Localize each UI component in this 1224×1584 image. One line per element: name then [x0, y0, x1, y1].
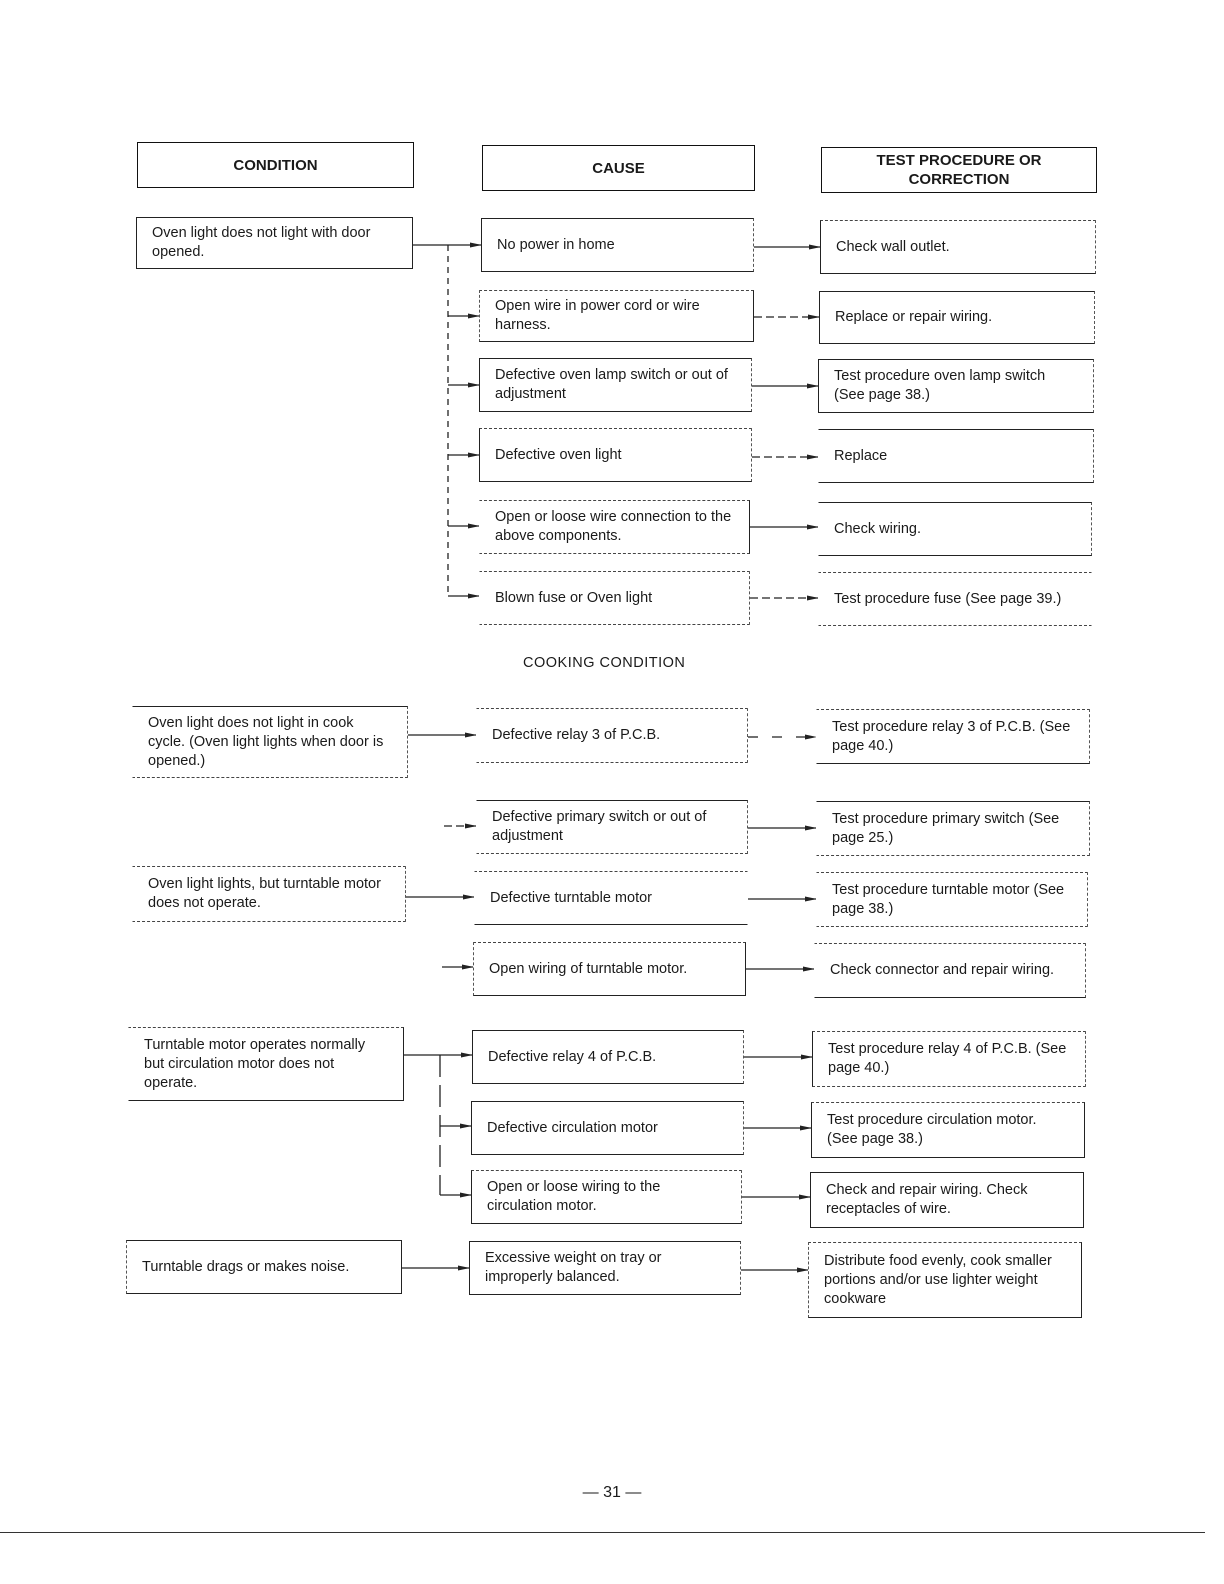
cause-box-1: No power in home — [481, 218, 754, 272]
test-box-1: Check wall outlet. — [820, 220, 1096, 274]
condition-box-5: Turntable drags or makes noise. — [126, 1240, 402, 1294]
condition-box-2: Oven light does not light in cook cycle. (Oven light lights when door is opened.) — [132, 706, 408, 778]
cause-box-9: Defective turntable motor — [474, 871, 748, 925]
section-title-cooking-condition: COOKING CONDITION — [523, 655, 686, 671]
test-box-14: Distribute food evenly, cook smaller portions and/or use lighter weight cookware — [808, 1242, 1082, 1318]
test-box-9: Test procedure turntable motor (See page 38.) — [816, 872, 1088, 927]
test-box-11: Test procedure relay 4 of P.C.B. (See page 40.) — [812, 1031, 1086, 1087]
cause-box-2: Open wire in power cord or wire harness. — [479, 290, 754, 342]
cause-box-3: Defective oven lamp switch or out of adjustment — [479, 358, 752, 412]
cause-box-4: Defective oven light — [479, 428, 752, 482]
header-cause: CAUSE — [482, 145, 755, 191]
cause-box-13: Open or loose wiring to the circulation motor. — [471, 1170, 742, 1224]
header-test-procedure: TEST PROCEDURE OR CORRECTION — [821, 147, 1097, 193]
footer-rule — [0, 1532, 1205, 1533]
test-box-4: Replace — [818, 429, 1094, 483]
test-box-2: Replace or repair wiring. — [819, 291, 1095, 344]
cause-box-12: Defective circulation motor — [471, 1101, 744, 1155]
cause-box-11: Defective relay 4 of P.C.B. — [472, 1030, 744, 1084]
header-condition: CONDITION — [137, 142, 414, 188]
cause-box-14: Excessive weight on tray or improperly balanced. — [469, 1241, 741, 1295]
test-box-3: Test procedure oven lamp switch (See page 38.) — [818, 359, 1094, 413]
cause-box-10: Open wiring of turntable motor. — [473, 942, 746, 996]
test-box-12: Test procedure circulation motor. (See page 38.) — [811, 1102, 1085, 1158]
test-box-5: Check wiring. — [818, 502, 1092, 556]
test-box-8: Test procedure primary switch (See page 25.) — [816, 801, 1090, 856]
cause-box-5: Open or loose wire connection to the above components. — [479, 500, 750, 554]
test-box-10: Check connector and repair wiring. — [814, 943, 1086, 998]
cause-box-7: Defective relay 3 of P.C.B. — [476, 708, 748, 763]
condition-box-4: Turntable motor operates normally but circulation motor does not operate. — [128, 1027, 404, 1101]
condition-box-1: Oven light does not light with door opened. — [136, 217, 413, 269]
cause-box-8: Defective primary switch or out of adjustment — [476, 800, 748, 854]
cause-box-6: Blown fuse or Oven light — [479, 571, 750, 625]
test-box-6: Test procedure fuse (See page 39.) — [818, 572, 1092, 626]
page-number: — 31 — — [582, 1484, 642, 1501]
test-box-7: Test procedure relay 3 of P.C.B. (See page 40.) — [816, 709, 1090, 764]
test-box-13: Check and repair wiring. Check receptacles of wire. — [810, 1172, 1084, 1228]
condition-box-3: Oven light lights, but turntable motor does not operate. — [132, 866, 406, 922]
